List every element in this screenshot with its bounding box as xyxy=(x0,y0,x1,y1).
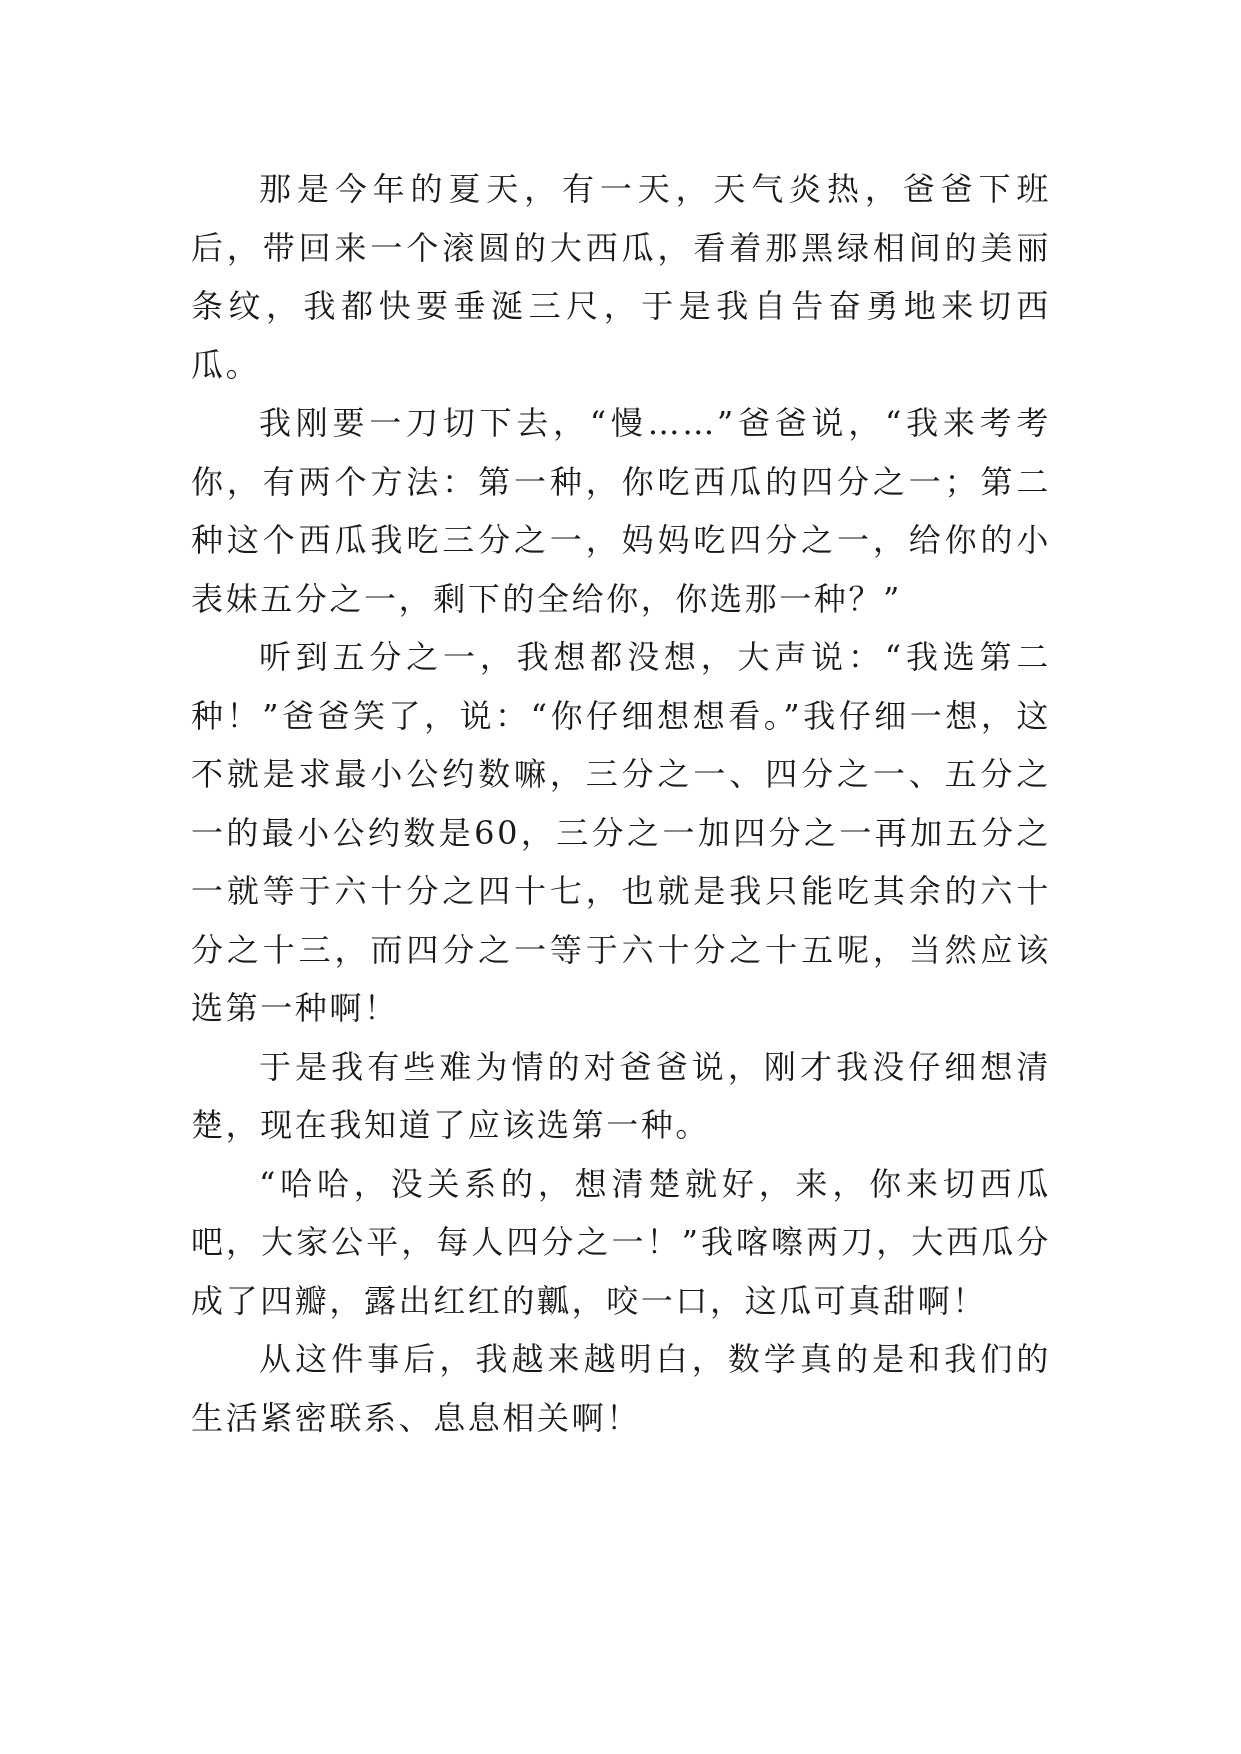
paragraph-conclusion: 从这件事后，我越来越明白，数学真的是和我们的生活紧密联系、息息相关啊！ xyxy=(191,1340,1051,1437)
paragraph-realization: 于是我有些难为情的对爸爸说，刚才我没仔细想清楚，现在我知道了应该选第一种。 xyxy=(191,1047,1051,1144)
paragraph-dad-question: 我刚要一刀切下去，“慢……”爸爸说，“我来考考你，有两个方法：第一种，你吃西瓜的四分之一；第二种这个西瓜我吃三分之一，妈妈吃四分之一，给你的小表妹五分之一，剩下的全给你，你选那一种？” xyxy=(191,404,1051,618)
document-body xyxy=(191,160,1051,1447)
paragraph-cutting: “哈哈，没关系的，想清楚就好，来，你来切西瓜吧，大家公平，每人四分之一！”我喀嚓两刀，大西瓜分成了四瓣，露出红红的瓤，咬一口，这瓜可真甜啊！ xyxy=(191,1164,1051,1320)
paragraph-summer-watermelon: 那是今年的夏天，有一天，天气炎热，爸爸下班后，带回来一个滚圆的大西瓜，看着那黑绿相间的美丽条纹，我都快要垂涎三尺，于是我自告奋勇地来切西瓜。 xyxy=(191,170,1051,384)
paragraph-thinking: 听到五分之一，我想都没想，大声说：“我选第二种！”爸爸笑了，说：“你仔细想想看。”我仔细一想，这不就是求最小公约数嘛，三分之一、四分之一、五分之一的最小公约数是60，三分之一加四分之一再加五分之一就等于六十分之四十七，也就是我只能吃其余的六十分之十三，而四分之一等于六十分之十五呢，当然应该选第一种啊！ xyxy=(191,638,1051,1027)
